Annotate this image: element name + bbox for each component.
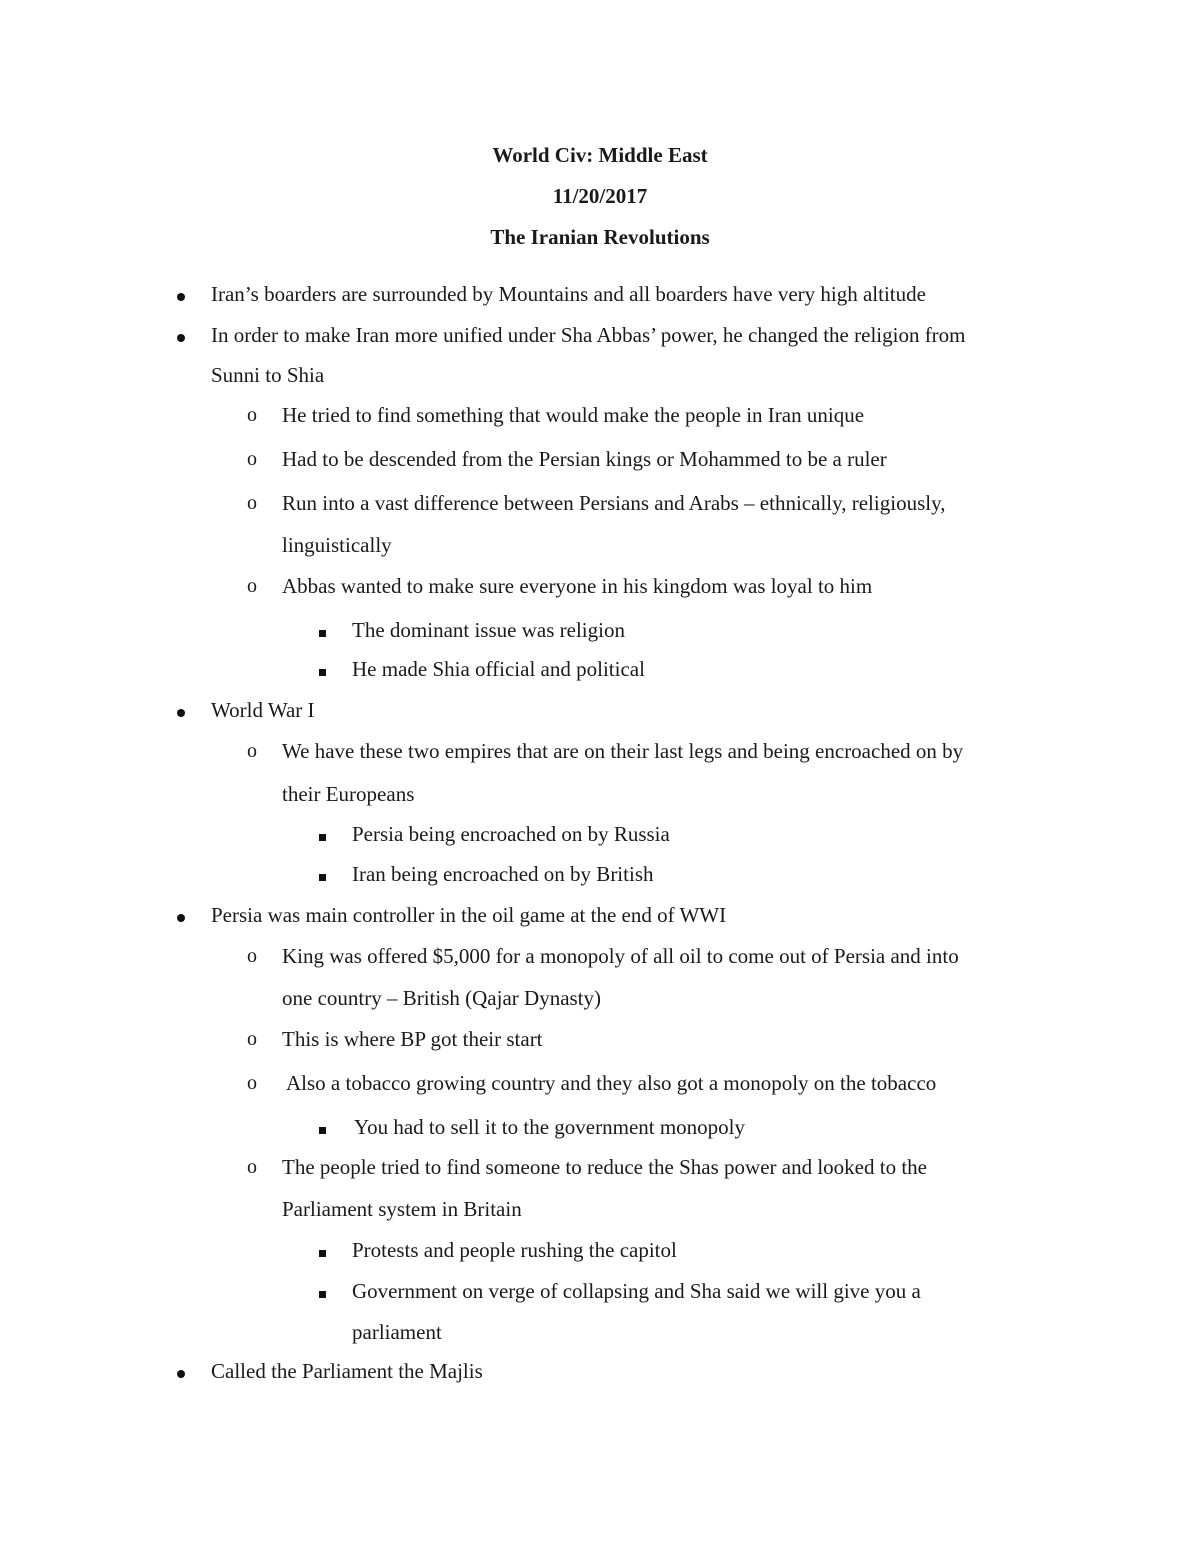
list-item: Persia was main controller in the oil game at the end of WWI xyxy=(211,903,727,927)
level1-bullet-icon xyxy=(177,1359,185,1383)
list-item: Abbas wanted to make sure everyone in his kingdom was loyal to him xyxy=(282,574,873,598)
list-item: Iran being encroached on by British xyxy=(352,862,654,886)
list-item: He made Shia official and political xyxy=(352,657,645,681)
level2-bullet-icon: o xyxy=(247,945,257,967)
topic-title: The Iranian Revolutions xyxy=(490,225,710,249)
level3-bullet-icon xyxy=(319,1279,326,1303)
list-item: Had to be descended from the Persian kings or Mohammed to be a ruler xyxy=(282,447,887,471)
list-item: Persia being encroached on by Russia xyxy=(352,822,670,846)
list-item: The dominant issue was religion xyxy=(352,618,625,642)
list-item: He tried to find something that would make the people in Iran unique xyxy=(282,403,865,427)
level2-bullet-icon: o xyxy=(247,1156,257,1178)
list-item-continuation: linguistically xyxy=(282,533,392,557)
list-item: Government on verge of collapsing and Sha said we will give you a xyxy=(352,1279,921,1303)
level2-bullet-icon: o xyxy=(247,492,257,514)
list-item: You had to sell it to the government monopoly xyxy=(354,1115,746,1139)
level3-bullet-icon xyxy=(319,862,326,886)
level1-bullet-icon xyxy=(177,282,185,306)
level3-bullet-icon xyxy=(319,618,326,642)
level2-bullet-icon: o xyxy=(247,1072,257,1094)
list-item: Also a tobacco growing country and they also got a monopoly on the tobacco xyxy=(286,1071,937,1095)
list-item: The people tried to find someone to reduce the Shas power and looked to the xyxy=(282,1155,927,1179)
level1-bullet-icon xyxy=(177,323,185,347)
level2-bullet-icon: o xyxy=(247,1028,257,1050)
level2-bullet-icon: o xyxy=(247,575,257,597)
list-item-continuation: their Europeans xyxy=(282,782,415,806)
list-item: Iran’s boarders are surrounded by Mountains and all boarders have very high altitude xyxy=(211,282,926,306)
list-item: We have these two empires that are on their last legs and being encroached on by xyxy=(282,739,964,763)
level3-bullet-icon xyxy=(319,822,326,846)
list-item-continuation: Sunni to Shia xyxy=(211,363,325,387)
list-item: Protests and people rushing the capitol xyxy=(352,1238,677,1262)
level2-bullet-icon: o xyxy=(247,448,257,470)
course-title: World Civ: Middle East xyxy=(492,143,708,167)
level3-bullet-icon xyxy=(319,1115,326,1139)
list-item: King was offered $5,000 for a monopoly of all oil to come out of Persia and into xyxy=(282,944,959,968)
note-date: 11/20/2017 xyxy=(552,184,648,208)
list-item-continuation: one country – British (Qajar Dynasty) xyxy=(282,986,602,1010)
level1-bullet-icon xyxy=(177,903,185,927)
list-item: This is where BP got their start xyxy=(282,1027,543,1051)
level2-bullet-icon: o xyxy=(247,404,257,426)
list-item-continuation: parliament xyxy=(352,1320,442,1344)
level3-bullet-icon xyxy=(319,657,326,681)
level1-bullet-icon xyxy=(177,698,185,722)
list-item: In order to make Iran more unified under Sha Abbas’ power, he changed the religion from xyxy=(211,323,966,347)
level2-bullet-icon: o xyxy=(247,740,257,762)
level3-bullet-icon xyxy=(319,1238,326,1262)
list-item: Called the Parliament the Majlis xyxy=(211,1359,483,1383)
list-item: World War I xyxy=(211,698,315,722)
list-item: Run into a vast difference between Persians and Arabs – ethnically, religiously, xyxy=(282,491,946,515)
list-item-continuation: Parliament system in Britain xyxy=(282,1197,522,1221)
